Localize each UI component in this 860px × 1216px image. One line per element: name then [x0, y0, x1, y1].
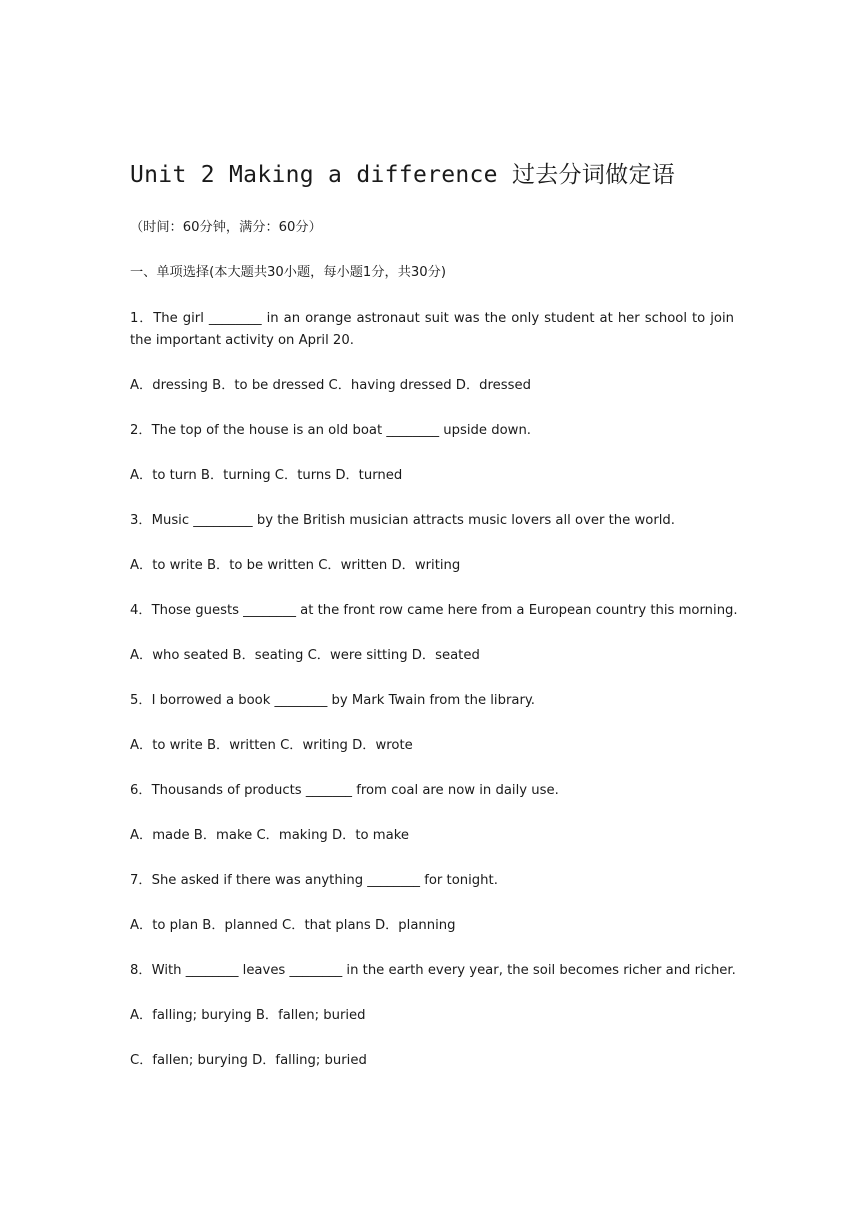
document-title: Unit 2 Making a difference 过去分词做定语	[130, 162, 676, 188]
exam-meta: （时间：60分钟，满分：60分）	[130, 220, 322, 235]
question-3-stem: 3．Music _________ by the British musician attracts music lovers all over the world.	[130, 513, 675, 528]
question-4-options: A．who seated B．seating C．were sitting D．seated	[130, 648, 480, 663]
question-2-stem: 2．The top of the house is an old boat ________ upside down.	[130, 423, 531, 438]
question-8-stem: 8．With ________ leaves ________ in the earth every year, the soil becomes richer and richer.	[130, 963, 736, 978]
question-4-stem: 4．Those guests ________ at the front row came here from a European country this morning.	[130, 603, 738, 618]
question-3-options: A．to write B．to be written C．written D．writing	[130, 558, 461, 573]
question-1-options: A．dressing B．to be dressed C．having dressed D．dressed	[130, 378, 531, 393]
question-7-stem: 7．She asked if there was anything ________ for tonight.	[130, 873, 498, 888]
question-1-stem: 1．The girl ________ in an orange astronaut suit was the only student at her school to join the important activity on April 20.	[130, 311, 734, 348]
question-6-stem: 6．Thousands of products _______ from coal are now in daily use.	[130, 783, 559, 798]
question-8-options-line-1: A．falling; burying B．fallen; buried	[130, 1008, 366, 1023]
question-7-options: A．to plan B．planned C．that plans D．planning	[130, 918, 456, 933]
question-8-options-line-2: C．fallen; burying D．falling; buried	[130, 1053, 367, 1068]
question-5-options: A．to write B．written C．writing D．wrote	[130, 738, 413, 753]
question-2-options: A．to turn B．turning C．turns D．turned	[130, 468, 403, 483]
question-5-stem: 5．I borrowed a book ________ by Mark Twain from the library.	[130, 693, 535, 708]
section-heading: 一、单项选择(本大题共30小题，每小题1分，共30分)	[130, 265, 446, 280]
question-6-options: A．made B．make C．making D．to make	[130, 828, 409, 843]
